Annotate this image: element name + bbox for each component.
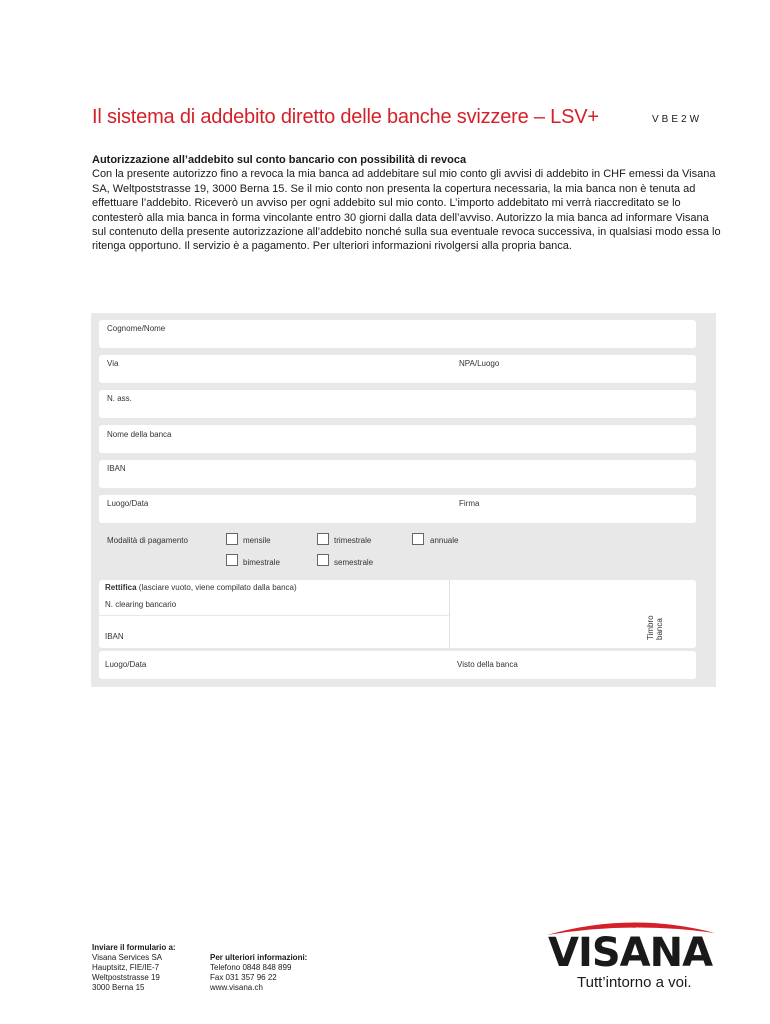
label-firma: Firma (459, 499, 480, 508)
checkbox-semestrale[interactable] (317, 554, 329, 566)
label-cognome-nome: Cognome/Nome (107, 324, 166, 333)
intro-body: Con la presente autorizzo fino a revoca la mia banca ad addebitare sul mio conto gli avvisi di addebito in CHF emessi da Visana SA, Weltpoststrasse 19, 3000 Berna 15. Se il mio conto non presenta la copertura necessaria, la mia banca non è tenuta ad effettuare l’addebito. Riceverò un avviso per ogni addebito sul mio conto. L’importo addebitato mi verrà riaccreditato se lo contesterò alla mia banca in forma vincolante entro 30 giorni dalla data dell’avviso. Autorizzo la mia banca ad informare Visana sul contenuto della presente autorizzazione all’addebito nonché sulla sua eventuale revoca successiva, in qualsiasi modo essa lo ritenga opportuno. Il servizio è a pagamento. Per ulteriori informazioni rivolgersi alla propria banca. (92, 168, 721, 253)
footer-send-line: Hauptsitz, FIE/IE-7 (92, 963, 160, 972)
label-via: Via (107, 359, 119, 368)
footer-info-line: Fax 031 357 96 22 (210, 973, 277, 982)
label-nome-banca: Nome della banca (107, 430, 172, 439)
intro-section (92, 153, 722, 254)
rettifica-note: (lasciare vuoto, viene compilato dalla banca) (138, 583, 297, 592)
checkbox-mensile[interactable] (226, 533, 238, 545)
label-iban: IBAN (107, 464, 126, 473)
label-clearing[interactable]: N. clearing bancario (105, 600, 177, 609)
footer-info (210, 953, 307, 993)
field-rettifica-luogo-data[interactable] (99, 651, 696, 679)
checkbox-bimestrale[interactable] (226, 554, 238, 566)
checkbox-trimestrale[interactable] (317, 533, 329, 545)
footer-info-heading: Per ulteriori informazioni: (210, 953, 308, 962)
label-semestrale: semestrale (334, 558, 374, 567)
footer-info-link[interactable]: www.visana.ch (210, 983, 263, 992)
page-title: Il sistema di addebito diretto delle banche svizzere – LSV+ (92, 106, 599, 128)
footer-send-to (92, 943, 176, 993)
visana-logo: VISANA (548, 930, 713, 976)
checkbox-annuale[interactable] (412, 533, 424, 545)
payment-mode (99, 531, 696, 575)
label-trimestrale: trimestrale (334, 536, 372, 545)
label-visto-banca: Visto della banca (457, 660, 518, 669)
label-luogo-data: Luogo/Data (107, 499, 149, 508)
label-rettifica-iban[interactable]: IBAN (105, 632, 124, 641)
footer-send-line: Weltpoststrasse 19 (92, 973, 160, 982)
authorization-form (91, 313, 716, 687)
label-n-ass: N. ass. (107, 394, 132, 403)
field-nome-banca[interactable] (99, 425, 696, 453)
slogan: Tutt’intorno a voi. (577, 974, 692, 991)
field-via[interactable] (99, 355, 696, 383)
label-bimestrale: bimestrale (243, 558, 280, 567)
footer-send-line: 3000 Berna 15 (92, 983, 145, 992)
label-rettifica-luogo-data: Luogo/Data (105, 660, 147, 669)
timbro-banca-label: Timbro banca (646, 615, 664, 640)
rettifica-divider (449, 580, 450, 648)
rettifica-title: Rettifica (105, 583, 137, 592)
label-modalita: Modalità di pagamento (107, 536, 188, 545)
footer-info-line: Telefono 0848 848 899 (210, 963, 292, 972)
field-n-ass[interactable] (99, 390, 696, 418)
rettifica-separator (99, 615, 449, 616)
field-iban[interactable] (99, 460, 696, 488)
rettifica-section (99, 580, 696, 648)
rettifica-heading (105, 583, 297, 592)
form-code: VBE2W (652, 114, 703, 125)
footer-send-heading: Inviare il formulario a: (92, 943, 176, 952)
label-mensile: mensile (243, 536, 271, 545)
field-luogo-data[interactable] (99, 495, 696, 523)
label-npa-luogo: NPA/Luogo (459, 359, 500, 368)
label-annuale: annuale (430, 536, 459, 545)
field-cognome-nome[interactable] (99, 320, 696, 348)
intro-heading: Autorizzazione all’addebito sul conto bancario con possibilità di revoca (92, 154, 467, 166)
footer-send-line: Visana Services SA (92, 953, 163, 962)
